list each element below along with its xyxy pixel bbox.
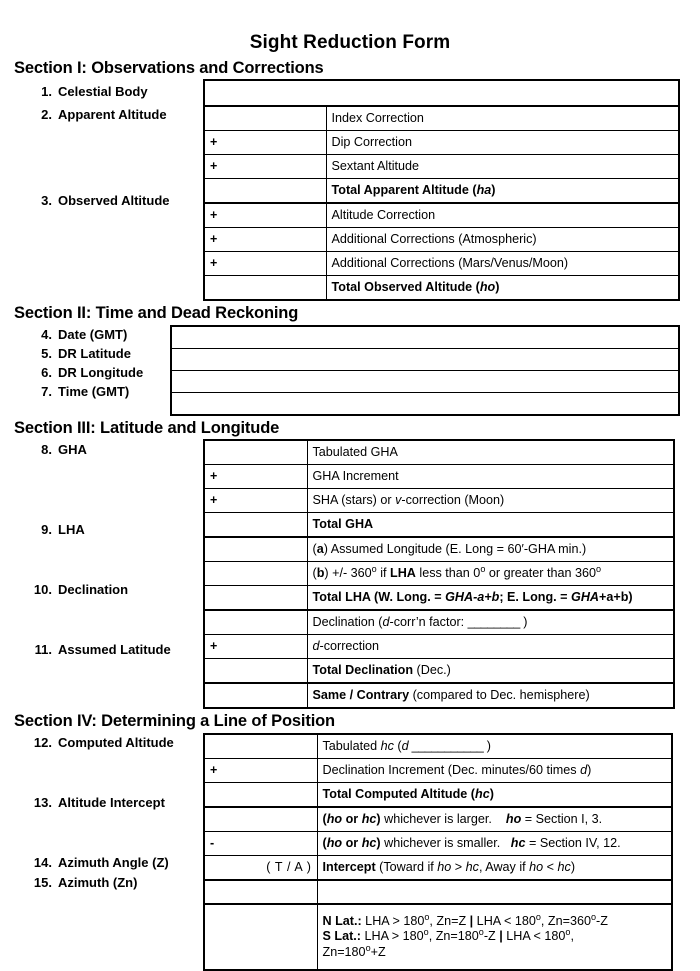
total-lha-text-1: (W. Long. = <box>370 590 446 605</box>
d-correction-label <box>307 635 674 659</box>
item-label-computed-altitude: Computed Altitude <box>58 735 174 751</box>
table-row <box>171 326 679 349</box>
total-apparent-altitude-text: Total Apparent Altitude <box>331 183 469 198</box>
item-label-observed-altitude: Observed Altitude <box>58 192 170 208</box>
degree-icon: o <box>565 927 571 937</box>
d-symbol: d <box>401 738 409 753</box>
tabulated-hc-blank[interactable]: ___________ <box>408 738 484 753</box>
intercept-text-1: (Toward if <box>375 859 438 874</box>
hc-symbol: hc <box>557 859 571 874</box>
total-computed-pre-text: Total Computed Altitude ( <box>322 786 476 801</box>
hc-symbol: hc <box>510 835 526 850</box>
page-title: Sight Reduction Form <box>249 32 451 53</box>
section-3-heading: Section III: Latitude and Longitude <box>14 418 280 437</box>
total-observed-altitude-label: Total Observed Altitude (ho) <box>326 276 679 301</box>
paren-open: ( <box>322 811 327 826</box>
lha-360-adjustment-label: (b) +/- 360$^o$ if LHA less than 0$^o$ or greater than 360$^o$ <box>307 562 674 586</box>
item-number-4: 4. <box>41 326 52 342</box>
s-lat-label: S Lat.: <box>322 929 361 944</box>
date-gmt-input[interactable] <box>171 326 679 349</box>
ho-symbol: ho <box>326 811 343 826</box>
item-number-1: 1. <box>41 83 52 99</box>
total-computed-altitude-input[interactable] <box>204 782 317 807</box>
degree-icon: o <box>480 564 486 575</box>
d-symbol: d <box>382 615 390 630</box>
table-row <box>204 465 674 489</box>
intercept-label <box>317 855 672 880</box>
table-row <box>204 586 674 611</box>
table-row <box>204 734 672 759</box>
s-lat-text-5: , <box>570 929 574 944</box>
table-row <box>204 440 674 465</box>
s-lat-text-3: -Z <box>483 929 500 944</box>
degree-icon: o <box>424 911 430 922</box>
table-row <box>204 537 674 562</box>
table-row <box>204 659 674 684</box>
tabulated-hc-pre-text: Tabulated <box>322 738 381 753</box>
table-row <box>204 831 672 855</box>
table-row <box>204 131 679 155</box>
section-3-body <box>0 439 700 709</box>
table-row <box>204 489 674 513</box>
section-determining-a-line-of-position <box>0 712 700 970</box>
total-gha-input[interactable] <box>204 513 307 538</box>
item-number-5: 5. <box>41 345 52 361</box>
ho-symbol: ho <box>326 835 343 850</box>
declination-blank[interactable]: ________ <box>467 615 520 630</box>
larger-value-label <box>317 807 672 832</box>
item-number-15: 15. <box>33 875 52 891</box>
item-label-altitude-intercept: Altitude Intercept <box>58 795 165 811</box>
section-4-body <box>0 733 700 971</box>
item-number-6: 6. <box>41 364 52 380</box>
gha-increment-label: GHA Increment <box>307 465 674 489</box>
table-row <box>204 228 679 252</box>
section-1-body <box>0 79 700 301</box>
hc-reference-text: = Section IV, 12. <box>525 835 621 850</box>
hc-symbol: hc <box>361 835 377 850</box>
assumed-latitude-input[interactable] <box>204 683 307 708</box>
item-label-azimuth-zn: Azimuth (Zn) <box>58 875 138 891</box>
hc-symbol: hc <box>380 738 394 753</box>
ho-symbol: ho <box>529 859 544 874</box>
declination-input[interactable] <box>204 610 307 635</box>
section-1-table <box>203 79 680 301</box>
azimuth-angle-note <box>317 880 672 904</box>
item-number-8: 8. <box>41 441 52 457</box>
item-label-dr-longitude: DR Longitude <box>58 364 144 380</box>
table-row <box>204 80 679 106</box>
s-lat-text-1: LHA > 180 <box>360 929 424 944</box>
item-number-9: 9. <box>41 521 52 537</box>
n-lat-text-2: , Zn=Z <box>429 913 470 928</box>
dr-latitude-input[interactable] <box>171 348 679 370</box>
item-label-celestial-body: Celestial Body <box>58 83 148 99</box>
table-row <box>204 203 679 228</box>
section-latitude-and-longitude <box>0 419 700 709</box>
item-number-10: 10. <box>33 581 52 597</box>
pipe-separator: | <box>499 929 503 944</box>
table-row <box>204 880 672 904</box>
sight-reduction-form-page <box>0 32 700 959</box>
tabulated-hc-close-text: ) <box>483 738 491 753</box>
s-lat-text-6: Zn=180 <box>322 944 366 959</box>
total-observed-altitude-text: Total Observed Altitude <box>331 280 473 295</box>
item-label-lha: LHA <box>58 521 85 537</box>
declination-label <box>307 610 674 635</box>
lha-b-text-4: or greater than 360 <box>485 566 596 581</box>
total-declination-label <box>307 659 674 684</box>
table-row <box>171 392 679 415</box>
azimuth-angle-input[interactable] <box>204 880 317 904</box>
item-label-assumed-latitude: Assumed Latitude <box>58 641 171 657</box>
paren-close: ) <box>376 811 381 826</box>
lha-b-text-1: ) +/- 360 <box>324 566 372 581</box>
assumed-longitude-input[interactable] <box>204 537 307 562</box>
ha-symbol: ha <box>476 183 492 198</box>
table-row <box>171 348 679 370</box>
gha-formula-e: GHA <box>571 590 600 605</box>
hc-symbol: hc <box>465 859 479 874</box>
table-row <box>204 635 674 659</box>
item-number-13: 13. <box>33 795 52 811</box>
total-lha-input[interactable] <box>204 586 307 611</box>
paren-open: ( <box>322 835 327 850</box>
section-2-table <box>170 325 680 416</box>
smaller-value-label <box>317 831 672 855</box>
sha-v-correction-input[interactable]: + <box>204 489 307 513</box>
intercept-text-5: ) <box>570 859 576 874</box>
lha-keyword: LHA <box>390 566 416 581</box>
item-number-14: 14. <box>33 855 52 871</box>
n-lat-text-3: LHA < 180 <box>473 913 536 928</box>
declination-increment-input[interactable]: + <box>204 758 317 782</box>
s-lat-text-4: LHA < 180 <box>502 929 566 944</box>
section-1-heading: Section I: Observations and Corrections <box>14 59 324 77</box>
table-row <box>204 855 672 880</box>
total-lha-label <box>307 586 674 611</box>
total-declination-rest-text: (Dec.) <box>413 663 451 678</box>
ho-symbol: ho <box>437 859 452 874</box>
d-correction-text: -correction <box>319 639 380 654</box>
larger-value-input[interactable] <box>204 807 317 832</box>
d-symbol: d <box>312 639 320 654</box>
same-contrary-label <box>307 683 674 708</box>
additional-corrections-atmospheric-label: Additional Corrections (Atmospheric) <box>326 228 679 252</box>
dip-correction-input[interactable]: + <box>204 131 326 155</box>
azimuth-rule-south-cont <box>322 942 667 960</box>
total-gha-label: Total GHA <box>307 513 674 538</box>
table-row <box>204 782 672 807</box>
table-row <box>204 155 679 179</box>
smaller-value-input[interactable]: - <box>204 831 317 855</box>
degree-icon: o <box>478 927 484 937</box>
table-row <box>204 683 674 708</box>
sha-post-text: -correction (Moon) <box>401 493 505 508</box>
table-row <box>204 179 679 204</box>
intercept-text: Intercept <box>322 859 376 874</box>
item-number-2: 2. <box>41 107 52 123</box>
item-label-dr-latitude: DR Latitude <box>58 345 131 361</box>
lha-b-text-3: less than 0 <box>415 566 481 581</box>
sha-pre-text: SHA (stars) or <box>312 493 396 508</box>
marker-b: b <box>316 566 325 581</box>
total-computed-altitude-label <box>317 782 672 807</box>
intercept-text-4: < <box>543 859 558 874</box>
additional-corrections-atmospheric-input[interactable]: + <box>204 228 326 252</box>
table-row <box>204 807 672 832</box>
or-text: or <box>342 835 362 850</box>
intercept-toward-away-input[interactable]: ( T / A ) <box>204 855 317 880</box>
section-time-and-dead-reckoning <box>0 304 700 415</box>
declination-close-text: ) <box>519 615 528 630</box>
degree-icon: o <box>365 942 371 953</box>
item-label-declination: Declination <box>58 581 129 597</box>
index-correction-input[interactable] <box>204 106 326 131</box>
altitude-correction-input[interactable]: + <box>204 203 326 228</box>
gha-formula-w: GHA-a+b <box>445 590 500 605</box>
n-lat-text-5: -Z <box>596 913 608 928</box>
celestial-body-input[interactable] <box>204 80 679 106</box>
azimuth-zn-input[interactable] <box>204 904 317 970</box>
declination-post-text: -corr’n factor: <box>389 615 468 630</box>
degree-icon: o <box>371 564 377 575</box>
section-observations-and-corrections <box>0 59 700 301</box>
sha-v-correction-label <box>307 489 674 513</box>
tabulated-hc-input[interactable] <box>204 734 317 759</box>
sextant-altitude-label: Sextant Altitude <box>326 155 679 179</box>
additional-corrections-mvm-input[interactable]: + <box>204 252 326 276</box>
ho-reference-text: = Section I, 3. <box>521 811 603 826</box>
v-symbol: v <box>395 493 402 508</box>
declination-increment-pre-text: Declination Increment (Dec. minutes/60 times <box>322 762 581 777</box>
item-number-7: 7. <box>41 383 52 399</box>
table-row <box>171 370 679 392</box>
marker-a: a <box>316 542 324 557</box>
table-row <box>204 562 674 586</box>
sextant-altitude-input[interactable]: + <box>204 155 326 179</box>
section-4-heading: Section IV: Determining a Line of Position <box>14 712 335 731</box>
azimuth-rule-north <box>322 911 667 929</box>
paren-close: ) <box>376 835 381 850</box>
table-row <box>204 252 679 276</box>
assumed-longitude-label: (a) Assumed Longitude (E. Long = 60′-GHA min.) <box>307 537 674 562</box>
n-lat-label: N Lat.: <box>322 913 362 928</box>
tabulated-gha-input[interactable] <box>204 440 307 465</box>
larger-text: whichever is larger. <box>380 811 492 826</box>
same-contrary-rest-text: (compared to Dec. hemisphere) <box>409 688 590 703</box>
item-label-date-gmt: Date (GMT) <box>58 326 128 342</box>
dr-longitude-input[interactable] <box>171 370 679 392</box>
item-label-time-gmt: Time (GMT) <box>58 383 130 399</box>
table-row <box>204 758 672 782</box>
item-label-azimuth-angle: Azimuth Angle (Z) <box>58 855 169 871</box>
total-computed-close-text: ) <box>489 786 494 801</box>
n-lat-text-1: LHA > 180 <box>361 913 425 928</box>
table-row <box>204 106 679 131</box>
or-text: or <box>342 811 362 826</box>
degree-icon: o <box>590 911 597 922</box>
lha-b-text-2: if <box>376 566 391 581</box>
additional-corrections-mvm-label: Additional Corrections (Mars/Venus/Moon) <box>326 252 679 276</box>
total-lha-text: Total LHA <box>312 590 371 605</box>
item-number-12: 12. <box>33 735 52 751</box>
item-number-3: 3. <box>41 192 52 208</box>
intercept-text-2: > <box>451 859 466 874</box>
section-2-heading: Section II: Time and Dead Reckoning <box>14 304 299 323</box>
tabulated-hc-mid-text: ( <box>393 738 402 753</box>
total-declination-text: Total Declination <box>312 663 414 678</box>
same-contrary-text: Same / Contrary <box>312 688 410 703</box>
smaller-text: whichever is smaller. <box>380 835 501 850</box>
intercept-text-3: , Away if <box>478 859 530 874</box>
table-row <box>204 513 674 538</box>
altitude-correction-label: Altitude Correction <box>326 203 679 228</box>
lha-360-adjustment-input[interactable] <box>204 562 307 586</box>
tabulated-hc-label <box>317 734 672 759</box>
declination-increment-label <box>317 758 672 782</box>
assumed-longitude-text: ) Assumed Longitude (E. Long = 60′-GHA min.) <box>323 542 587 557</box>
hc-symbol: hc <box>361 811 377 826</box>
ho-symbol: ho <box>505 811 522 826</box>
item-number-11: 11. <box>34 641 52 657</box>
tabulated-gha-label: Tabulated GHA <box>307 440 674 465</box>
index-correction-label: Index Correction <box>326 106 679 131</box>
section-3-table <box>203 439 675 709</box>
total-lha-text-2: ; E. Long. = <box>499 590 572 605</box>
total-declination-input[interactable] <box>204 659 307 684</box>
declination-pre-text: Declination ( <box>312 615 383 630</box>
total-lha-text-3: +a+b) <box>599 590 633 605</box>
table-row <box>204 904 672 970</box>
d-symbol: d <box>580 762 588 777</box>
table-row <box>204 276 679 301</box>
item-label-apparent-altitude: Apparent Altitude <box>58 107 167 123</box>
section-4-table <box>203 733 673 971</box>
azimuth-zn-rules <box>317 904 672 970</box>
hc-symbol: hc <box>475 786 490 801</box>
section-2-body <box>0 325 700 416</box>
s-lat-text-7: +Z <box>370 944 386 959</box>
item-label-gha: GHA <box>58 441 87 457</box>
degree-icon: o <box>423 927 429 937</box>
pipe-separator: | <box>469 913 474 928</box>
n-lat-text-4: , Zn=360 <box>540 913 591 928</box>
declination-increment-close-text: ) <box>587 762 592 777</box>
table-row <box>204 610 674 635</box>
total-observed-altitude-input[interactable] <box>204 276 326 301</box>
s-lat-text-2: , Zn=180 <box>428 929 479 944</box>
degree-icon: o <box>535 911 541 922</box>
time-gmt-input[interactable] <box>171 392 679 415</box>
total-apparent-altitude-input[interactable] <box>204 179 326 204</box>
d-correction-input[interactable]: + <box>204 635 307 659</box>
degree-icon: o <box>596 564 602 575</box>
azimuth-rule-south <box>323 929 667 944</box>
dip-correction-label: Dip Correction <box>326 131 679 155</box>
ho-symbol: ho <box>479 280 496 295</box>
gha-increment-input[interactable]: + <box>204 465 307 489</box>
total-apparent-altitude-label: Total Apparent Altitude (ha) <box>326 179 679 204</box>
